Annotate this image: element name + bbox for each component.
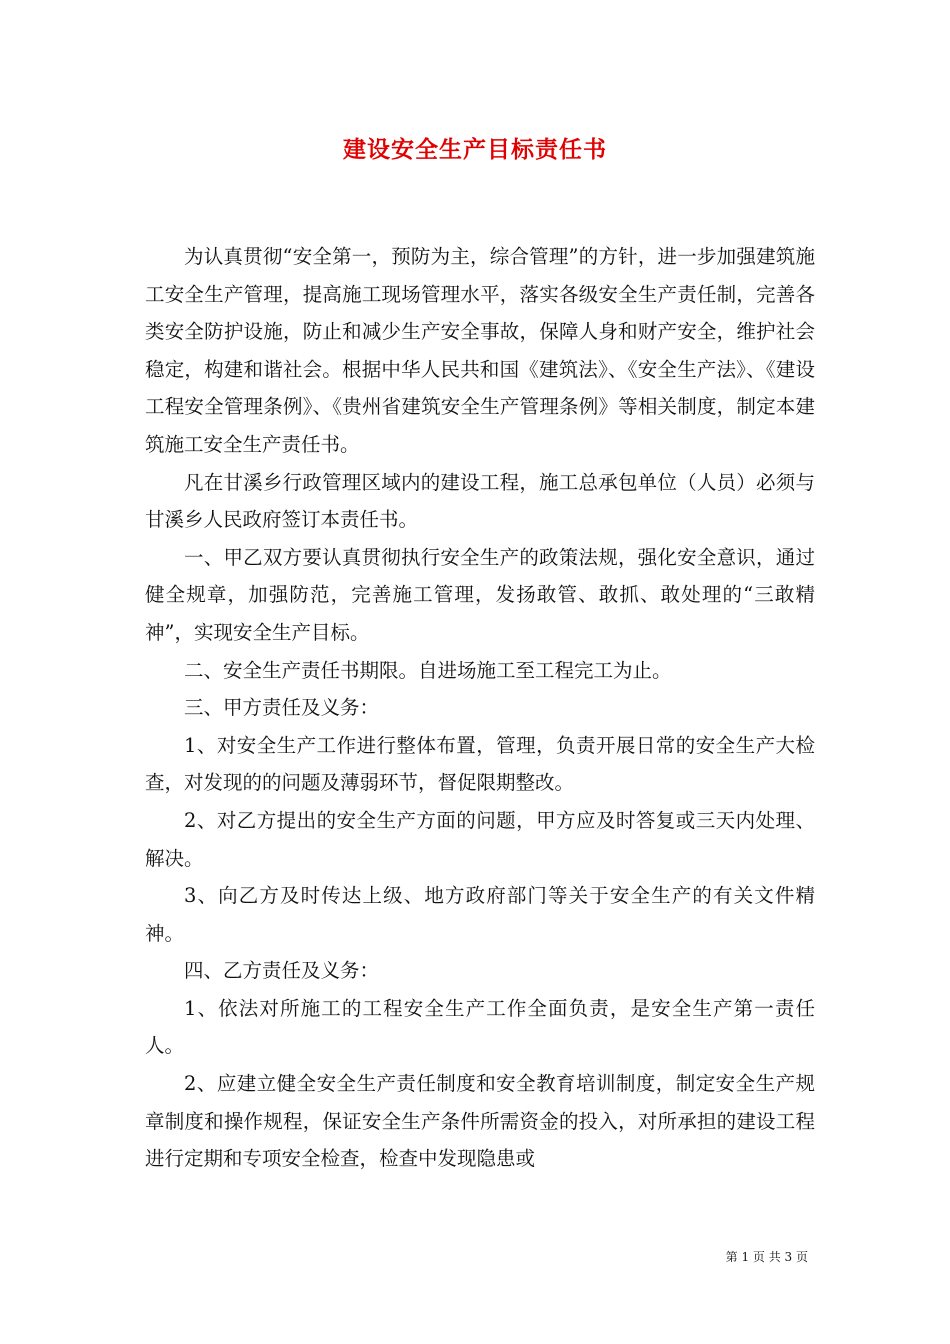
paragraph: 一、甲乙双方要认真贯彻执行安全生产的政策法规，强化安全意识，通过健全规章，加强防范，完善施工管理，发扬敢管、敢抓、敢处理的“三敢精神”，实现安全生产目标。 bbox=[145, 545, 815, 644]
paragraph: 2、应建立健全安全生产责任制度和安全教育培训制度，制定安全生产规章制度和操作规程，保证安全生产条件所需资金的投入，对所承担的建设工程进行定期和专项安全检查，检查中发现隐患或 bbox=[145, 1072, 815, 1171]
paragraph: 3、向乙方及时传达上级、地方政府部门等关于安全生产的有关文件精神。 bbox=[145, 884, 815, 945]
page-number-footer: 第 1 页 共 3 页 bbox=[725, 1250, 808, 1264]
document-title: 建设安全生产目标责任书 bbox=[343, 136, 607, 163]
paragraph: 1、依法对所施工的工程安全生产工作全面负责，是安全生产第一责任人。 bbox=[145, 996, 815, 1058]
document-body bbox=[145, 238, 815, 1178]
paragraph: 为认真贯彻“安全第一，预防为主，综合管理”的方针，进一步加强建筑施工安全生产管理，提高施工现场管理水平，落实各级安全生产责任制，完善各类安全防护设施，防止和减少生产安全事故，保障人身和财产安全，维护社会稳定，构建和谐社会。根据中华人民共和国《建筑法》、《安全生产法》、《建设工程安全管理条例》、《贵州省建筑安全生产管理条例》等相关制度，制定本建筑施工安全生产责任书。 bbox=[145, 245, 815, 456]
paragraph: 1、对安全生产工作进行整体布置，管理，负责开展日常的安全生产大检查，对发现的的问题及薄弱环节，督促限期整改。 bbox=[145, 733, 815, 795]
paragraph: 凡在甘溪乡行政管理区域内的建设工程，施工总承包单位（人员）必须与甘溪乡人民政府签订本责任书。 bbox=[145, 470, 815, 532]
section-heading: 四、乙方责任及义务： bbox=[184, 959, 380, 983]
paragraph: 2、对乙方提出的安全生产方面的问题，甲方应及时答复或三天内处理、解决。 bbox=[145, 808, 815, 870]
paragraph: 二、安全生产责任书期限。自进场施工至工程完工为止。 bbox=[184, 658, 672, 682]
section-heading: 三、甲方责任及义务： bbox=[184, 696, 380, 720]
